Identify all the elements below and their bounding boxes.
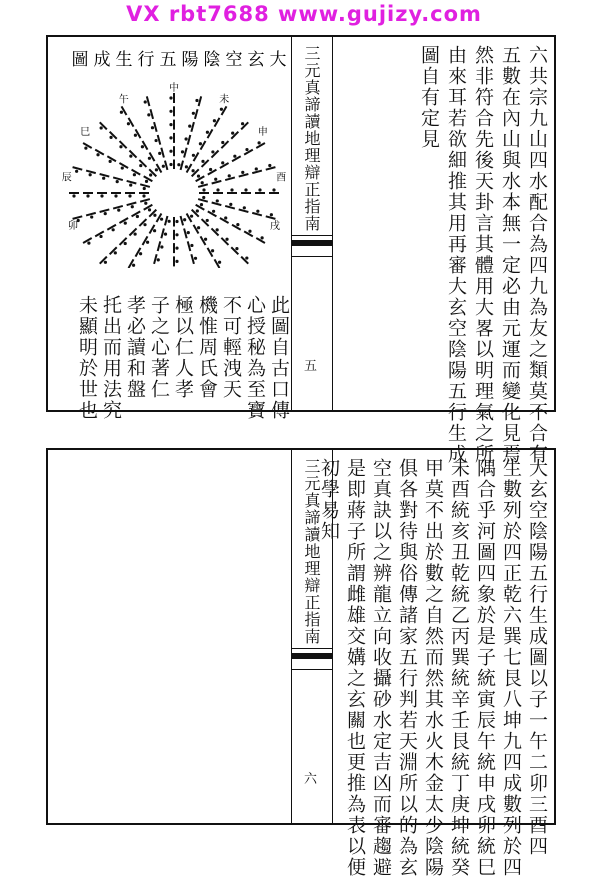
diagram-ray xyxy=(73,199,150,222)
diagram-ray xyxy=(174,217,179,267)
diagram-ray xyxy=(199,188,279,193)
text-column: 此圖自古口傳 xyxy=(268,295,290,421)
bottom-page xyxy=(46,448,556,878)
text-column: 孝必讀和盤 xyxy=(124,295,146,400)
diagram-ray xyxy=(180,216,197,264)
diagram-ray xyxy=(154,216,171,264)
radial-diagram-svg xyxy=(56,43,291,268)
diagram-branch-label: 卯 xyxy=(68,221,79,233)
diagram-branch-label: 酉 xyxy=(276,172,287,184)
text-column: 是即蔣子所謂雌雄交媾之玄關也更推為表以便 xyxy=(344,458,366,878)
text-column: 極以仁人孝 xyxy=(172,295,194,400)
text-column: 托出而用法究 xyxy=(100,295,122,421)
watermark: VX rbt7688 www.gujizy.com xyxy=(126,2,482,26)
text-column: 俱各對待與俗傳諸家五行判若天淵所以的為玄 xyxy=(396,458,418,878)
diagram-branch-label: 戌 xyxy=(269,221,280,233)
diagram-header-char: 圖 xyxy=(71,50,89,70)
text-column: 初學易知 xyxy=(318,458,340,542)
spine-title: 三元真諦讀地理辯正指南 xyxy=(302,458,321,645)
diagram-header-char: 空 xyxy=(225,50,243,70)
text-column: 隅合乎河圖四象於是子統寅辰午統申戌卯統巳 xyxy=(474,458,496,878)
page-number: 五 xyxy=(304,359,318,374)
diagram-ray xyxy=(198,164,275,187)
yin-yang-diagram xyxy=(56,43,291,268)
diagram-ray xyxy=(177,96,201,170)
spine-title: 三元真諦讀地理辯正指南 xyxy=(302,45,321,232)
text-column: 未酉統亥丑乾統乙丙巽統辛壬艮統丁庚坤統癸 xyxy=(448,458,470,878)
page-spine-bottom xyxy=(291,450,333,823)
text-column: 機惟周氏會 xyxy=(196,295,218,400)
diagram-center xyxy=(150,169,198,217)
diagram-header-char: 行 xyxy=(137,50,155,70)
diagram-ray xyxy=(69,193,149,198)
diagram-ray xyxy=(73,167,150,190)
text-column: 五數在內山與水本無一定必由元運而變化見焉 xyxy=(499,45,521,465)
text-column: 然非符合先後天卦言其體用大畧以明理氣之所 xyxy=(472,45,494,465)
diagram-header-char: 大 xyxy=(269,50,287,70)
text-column: 空真訣以之辨龍立向收攝砂水定吉凶而審趨避 xyxy=(370,458,392,878)
diagram-branch-label: 午 xyxy=(118,94,129,106)
diagram-ray xyxy=(198,196,275,219)
fish-tail-mark xyxy=(292,648,332,670)
diagram-branch-label: 申 xyxy=(257,127,268,139)
diagram-branch-label: 未 xyxy=(219,94,230,106)
text-column: 由來耳若欲細推其用再審大玄空陰陽五行生成 xyxy=(445,45,467,465)
page-spine-top xyxy=(291,37,333,410)
page-number: 六 xyxy=(304,772,318,787)
diagram-ray xyxy=(169,93,174,170)
diagram-branch-label: 辰 xyxy=(61,172,72,184)
text-column: 圖自有定見 xyxy=(418,45,440,150)
diagram-header-char: 成 xyxy=(93,50,111,70)
text-column: 未顯明於世也 xyxy=(76,295,98,421)
diagram-branch-label: 中 xyxy=(169,83,179,94)
diagram-header-char: 陰 xyxy=(203,50,221,70)
text-column: 子之心著仁 xyxy=(148,295,170,400)
fish-tail-mark xyxy=(292,235,332,257)
diagram-branch-label: 巳 xyxy=(80,127,91,139)
diagram-header-char: 五 xyxy=(159,50,177,70)
text-column: 大玄空陰陽五行生成圖以子一午二卯三酉四 xyxy=(526,458,548,857)
text-column: 不可輕洩天 xyxy=(220,295,242,400)
diagram-header-char: 玄 xyxy=(247,50,265,70)
diagram-header-char: 生 xyxy=(115,50,133,70)
text-column: 心授秘為至寶 xyxy=(244,295,266,421)
top-page xyxy=(46,35,556,465)
text-column: 六共宗九山四水配合為四九為友之類莫不合有 xyxy=(526,45,548,465)
text-column: 生數列於四正乾六巽七艮八坤九四成數列於四 xyxy=(500,458,522,878)
diagram-header-char: 陽 xyxy=(181,50,199,70)
diagram-ray xyxy=(144,96,168,170)
text-column: 甲莫不出於數之自然而然其水火木金太少陰陽 xyxy=(422,458,444,878)
